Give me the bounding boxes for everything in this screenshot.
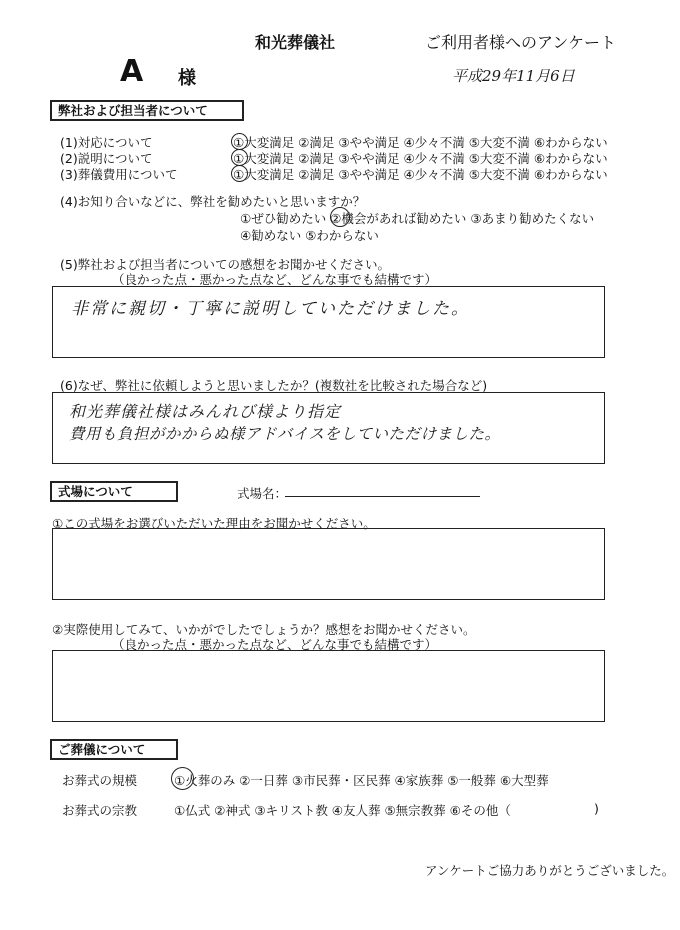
q3-options: ①大変満足 ②満足 ③やや満足 ④少々不満 ⑤大変不満 ⑥わからない [233, 167, 608, 182]
venue-name-line [285, 496, 480, 497]
q1-label: (1)対応について [60, 135, 153, 150]
honorific: 様 [178, 68, 196, 89]
q6-label: (6)なぜ、弊社に依頼しようと思いましたか？(複数社を比較された場合など) [60, 378, 488, 393]
q5-label: (5)弊社および担当者についての感想をお聞かせください。 [60, 257, 390, 272]
funeral-scale-label: お葬式の規模 [62, 773, 138, 788]
q2-options: ①大変満足 ②満足 ③やや満足 ④少々不満 ⑤大変不満 ⑥わからない [233, 151, 608, 166]
thank-you-message: アンケートご協力ありがとうございました。 [425, 863, 675, 878]
q6-answer-line2: 費用も負担がかからぬ様アドバイスをしていただけました。 [69, 425, 501, 443]
respondent-name: A [120, 54, 144, 89]
q4-selected-mark [330, 207, 350, 227]
section-title-company: 弊社および担当者について [50, 100, 244, 121]
q3-label: (3)葬儀費用について [60, 167, 178, 182]
section-title-funeral: ご葬儀について [50, 739, 178, 760]
q5-answer-box [52, 286, 605, 358]
q5-answer: 非常に親切・丁寧に説明していただけました。 [71, 299, 470, 319]
q6-answer-line1: 和光葬儀社様はみんれび様より指定 [69, 402, 342, 421]
venue-q1-label: ①この式場をお選びいただいた理由をお聞かせください。 [52, 516, 376, 531]
survey-title: ご利用者様へのアンケート [425, 33, 617, 52]
q3-selected-mark [231, 165, 248, 182]
q2-selected-mark [231, 149, 248, 166]
funeral-scale-options: ①火葬のみ ②一日葬 ③市民葬・区民葬 ④家族葬 ⑤一般葬 ⑥大型葬 [174, 773, 549, 788]
funeral-scale-selected-mark [171, 767, 194, 790]
q1-selected-mark [231, 133, 248, 150]
funeral-religion-close: ) [594, 801, 599, 816]
q6-answer-box [52, 392, 605, 464]
company-name: 和光葬儀社 [255, 33, 336, 52]
funeral-religion-label: お葬式の宗教 [62, 803, 138, 818]
q4-options-line1: ①ぜひ勧めたい ②機会があれば勧めたい ③あまり勧めたくない [240, 211, 595, 226]
q5-sublabel: （良かった点・悪かった点など、どんな事でも結構です） [112, 272, 438, 287]
venue-q2-label: ②実際使用してみて、いかがでしたでしょうか？感想をお聞かせください。 [52, 622, 476, 637]
survey-date: 平成29年11月6日 [452, 67, 575, 85]
venue-label: 式場名： [237, 486, 288, 501]
q4-label: (4)お知り合いなどに、弊社を勧めたいと思いますか？ [60, 194, 366, 209]
funeral-religion-options: ①仏式 ②神式 ③キリスト教 ④友人葬 ⑤無宗教葬 ⑥その他（ [174, 803, 511, 818]
venue-q2-answer-box [52, 650, 605, 722]
section-title-venue: 式場について [50, 481, 178, 502]
q2-label: (2)説明について [60, 151, 153, 166]
q4-options-line2: ④勧めない ⑤わからない [240, 228, 379, 243]
venue-q2-sublabel: （良かった点・悪かった点など、どんな事でも結構です） [112, 637, 438, 652]
q1-options: ①大変満足 ②満足 ③やや満足 ④少々不満 ⑤大変不満 ⑥わからない [233, 135, 608, 150]
venue-q1-answer-box [52, 528, 605, 600]
